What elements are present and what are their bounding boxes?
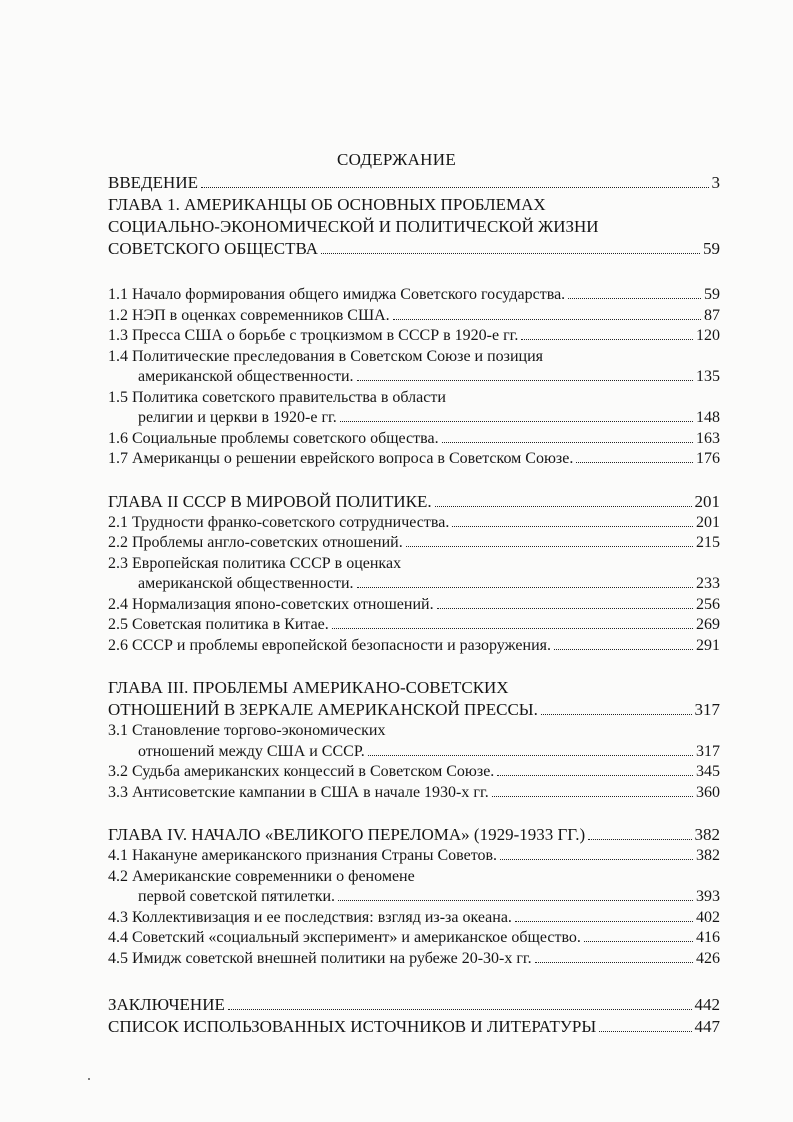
entry-label: ОТНОШЕНИЙ В ЗЕРКАЛЕ АМЕРИКАНСКОЙ ПРЕССЫ. <box>108 700 538 719</box>
chapter3-title-line: ГЛАВА III. ПРОБЛЕМЫ АМЕРИКАНО-СОВЕТСКИХ <box>108 678 509 697</box>
toc-entry-section: первой советской пятилетки. 393 <box>138 888 720 905</box>
toc-entry-section: религии и церкви в 1920-е гг. 148 <box>138 409 720 426</box>
toc-entry-section-first-line: 1.4 Политические преследования в Советском Союзе и позиция <box>108 347 544 365</box>
toc-entry-section: отношений между США и СССР. 317 <box>138 742 720 760</box>
entry-label: СОВЕТСКОГО ОБЩЕСТВА <box>108 239 319 258</box>
dot-leader <box>435 506 692 507</box>
toc-entry-section: 2.4 Нормализация японо-советских отношений. 256 <box>108 595 720 613</box>
scan-speck <box>88 1078 90 1080</box>
page-number: 442 <box>694 995 720 1014</box>
toc-entry-section: 2.5 Советская политика в Китае. 269 <box>108 616 720 633</box>
toc-entry-section: 1.6 Социальные проблемы советского общества. 163 <box>108 429 720 447</box>
table-of-contents <box>108 172 720 1038</box>
dot-leader <box>201 187 709 188</box>
toc-entry-intro <box>108 172 720 194</box>
toc-entry-section: американской общественности. 233 <box>138 575 720 592</box>
toc-entry-section: 2.2 Проблемы англо-советских отношений. 215 <box>108 534 720 551</box>
entry-label: СПИСОК ИСПОЛЬЗОВАННЫХ ИСТОЧНИКОВ И ЛИТЕРАТУРЫ <box>108 1017 597 1036</box>
dot-leader <box>588 839 691 840</box>
toc-entry-section-first-line: 1.5 Политика советского правительства в области <box>108 388 446 406</box>
toc-entry-section: 1.2 НЭП в оценках современников США. 87 <box>108 306 720 324</box>
entry-label: ГЛАВА II СССР В МИРОВОЙ ПОЛИТИКЕ. <box>108 491 432 511</box>
toc-entry-section: 1.1 Начало формирования общего имиджа Советского государства. 59 <box>108 286 720 303</box>
toc-entry-section: американской общественности. 135 <box>138 368 720 385</box>
dot-leader <box>599 1031 691 1032</box>
entry-label: ЗАКЛЮЧЕНИЕ <box>108 995 225 1014</box>
dot-leader <box>321 253 700 254</box>
toc-entry-section: 3.2 Судьба американских концессий в Советском Союзе. 345 <box>108 763 720 780</box>
chapter1-title-line: ГЛАВА 1. АМЕРИКАНЦЫ ОБ ОСНОВНЫХ ПРОБЛЕМАХ <box>108 195 546 214</box>
toc-entry-section: 2.6 СССР и проблемы европейской безопасности и разоружения. 291 <box>108 636 720 654</box>
toc-entry-section: 4.4 Советский «социальный эксперимент» и американское общество. 416 <box>108 929 720 946</box>
entry-label: ГЛАВА IV. НАЧАЛО «ВЕЛИКОГО ПЕРЕЛОМА» (1929-1933 ГГ.) <box>108 825 586 844</box>
page-number: 382 <box>694 825 720 844</box>
entry-label: ВВЕДЕНИЕ <box>108 173 198 192</box>
toc-entry-chapter3 <box>108 699 720 721</box>
toc-entry-section-first-line: 4.2 Американские современники о феномене <box>108 867 415 885</box>
toc-entry-section: 1.3 Пресса США о борьбе с троцкизмом в СССР в 1920-е гг. 120 <box>108 327 720 344</box>
toc-entry-conclusion <box>108 994 720 1016</box>
page-number: 201 <box>694 491 720 511</box>
toc-entry-section: 3.3 Антисоветские кампании в США в начале 1930-х гг. 360 <box>108 783 720 801</box>
toc-entry-bibliography <box>108 1016 720 1038</box>
page-number: 59 <box>703 239 720 258</box>
toc-entry-section: 4.3 Коллективизация и ее последствия: взгляд из-за океана. 402 <box>108 908 720 926</box>
toc-entry-section: 2.1 Трудности франко-советского сотрудничества. 201 <box>108 513 720 531</box>
page-number: 3 <box>711 173 720 192</box>
toc-entry-chapter1 <box>108 238 720 260</box>
toc-entry-section-first-line: 3.1 Становление торгово-экономических <box>108 722 386 739</box>
dot-leader <box>541 714 692 715</box>
toc-title: СОДЕРЖАНИЕ <box>336 150 457 169</box>
page-number: 447 <box>694 1017 720 1036</box>
toc-entry-chapter4 <box>108 824 720 846</box>
dot-leader <box>228 1009 692 1010</box>
toc-entry-section: 4.5 Имидж советской внешней политики на рубеже 20-30-х гг. 426 <box>108 949 720 967</box>
chapter1-title-line: СОЦИАЛЬНО-ЭКОНОМИЧЕСКОЙ И ПОЛИТИЧЕСКОЙ ЖИЗНИ <box>108 217 599 236</box>
toc-entry-section: 4.1 Накануне американского признания Страны Советов. 382 <box>108 847 720 864</box>
toc-entry-section: 1.7 Американцы о решении еврейского вопроса в Советском Союзе. 176 <box>108 450 720 467</box>
toc-entry-section-first-line: 2.3 Европейская политика СССР в оценках <box>108 554 402 572</box>
toc-entry-chapter2 <box>108 491 720 513</box>
page-number: 317 <box>694 700 720 719</box>
